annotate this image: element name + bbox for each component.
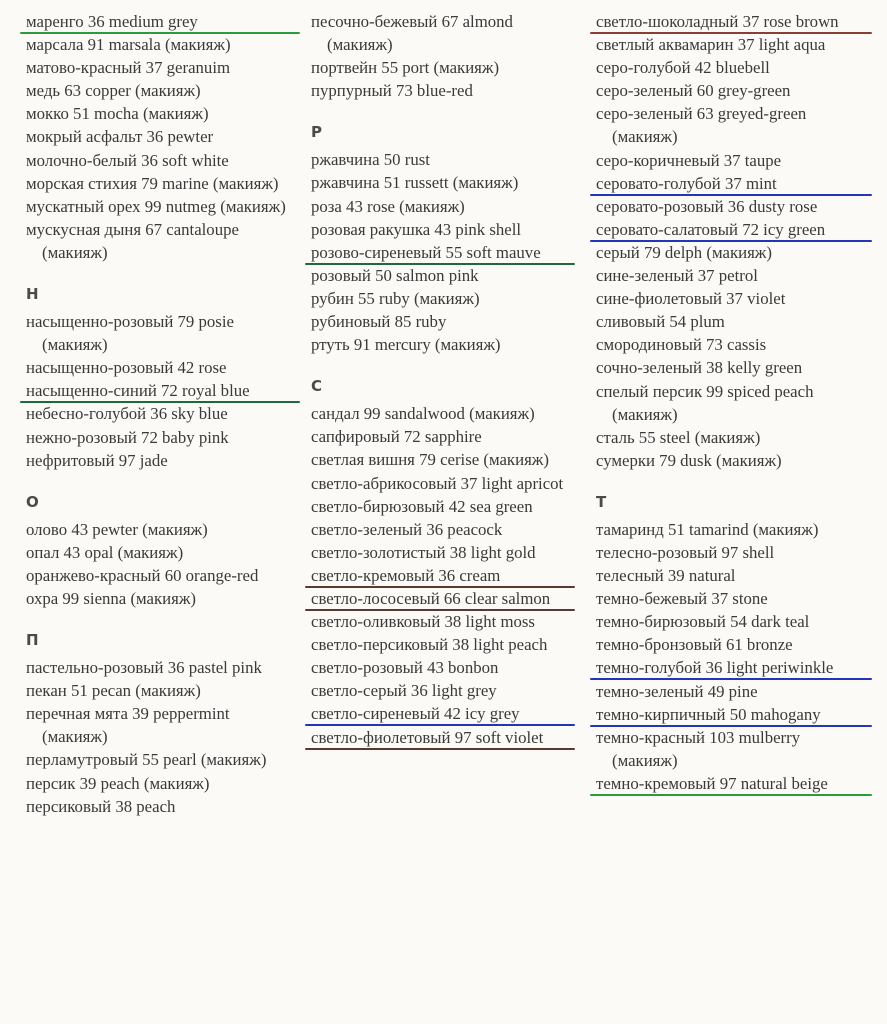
index-entry-text: темно-бронзовый 61 bronze: [596, 635, 793, 655]
index-entry: [26, 518, 294, 541]
section-letter: О: [26, 492, 39, 511]
index-entry: [26, 587, 294, 610]
index-entry-text: рубин 55 ruby (макияж): [311, 288, 480, 308]
index-entry: [26, 33, 294, 56]
index-entry-text: темно-голубой 36 light periwinkle: [596, 658, 834, 678]
index-entry: [311, 195, 569, 218]
index-entry-text: светло-серый 36 light grey: [311, 681, 497, 701]
index-entry-text: светло-бирюзовый 42 sea green: [311, 496, 533, 516]
index-entry: [26, 449, 294, 472]
index-entry-text: перламутровый 55 pearl (макияж): [26, 750, 267, 770]
index-entry-text: медь 63 copper (макияж): [26, 81, 201, 101]
index-entry: [596, 241, 866, 264]
index-entry-text: серо-зеленый 60 grey-green: [596, 81, 791, 101]
index-entry-text: сталь 55 steel (макияж): [596, 427, 761, 447]
index-entry-text: мокрый асфальт 36 pewter: [26, 127, 214, 147]
index-entry-text: оранжево-красный 60 orange-red: [26, 565, 259, 585]
index-entry-text: пурпурный 73 blue-red: [311, 81, 473, 101]
index-entry: [596, 218, 866, 241]
index-entry-text: сочно-зеленый 38 kelly green: [596, 358, 803, 378]
section-letter: Н: [26, 285, 39, 304]
index-entry-text: персиковый 38 peach: [26, 796, 176, 816]
index-entry-text: портвейн 55 port (макияж): [311, 58, 500, 78]
index-entry-text: небесно-голубой 36 sky blue: [26, 404, 228, 424]
index-entry: [311, 472, 569, 495]
index-entry: [311, 333, 569, 356]
index-entry: [596, 380, 866, 426]
index-entry-text: опал 43 opal (макияж): [26, 542, 184, 562]
index-entry-text: олово 43 pewter (макияж): [26, 519, 208, 539]
highlight-underline: [305, 748, 575, 750]
index-entry: [596, 356, 866, 379]
index-entry-text: мускатный орех 99 nutmeg (макияж): [26, 196, 286, 216]
index-entry: [26, 772, 294, 795]
index-entry-text: насыщенно-розовый 79 posie (макияж): [26, 312, 234, 355]
index-entry-text: серо-голубой 42 bluebell: [596, 58, 770, 78]
index-entry-text: ржавчина 51 russett (макияж): [311, 173, 519, 193]
index-entry-text: матово-красный 37 geranuim: [26, 58, 231, 78]
index-entry: [596, 56, 866, 79]
index-entry: [311, 587, 569, 610]
index-entry-text: серо-коричневый 37 taupe: [596, 150, 782, 170]
index-entry: [596, 680, 866, 703]
index-entry-text: серо-зеленый 63 greyed-green (макияж): [596, 104, 807, 147]
index-entry: [596, 102, 866, 148]
index-entry-text: розовая ракушка 43 pink shell: [311, 219, 522, 239]
index-entry: [596, 449, 866, 472]
index-entry-text: темно-зеленый 49 pine: [596, 681, 758, 701]
index-entry: [26, 56, 294, 79]
index-entry: [26, 149, 294, 172]
index-entry: [26, 795, 294, 818]
index-entry-text: темно-бирюзовый 54 dark teal: [596, 612, 810, 632]
index-entry-text: светло-персиковый 38 light peach: [311, 635, 548, 655]
index-entry: [311, 148, 569, 171]
index-entry: [311, 56, 569, 79]
index-entry: [26, 195, 294, 218]
index-entry-text: мокко 51 mocha (макияж): [26, 104, 209, 124]
index-entry: [26, 748, 294, 771]
index-entry: [26, 564, 294, 587]
index-entry-text: морская стихия 79 marine (макияж): [26, 173, 279, 193]
index-entry-text: светло-золотистый 38 light gold: [311, 542, 536, 562]
index-entry: [26, 102, 294, 125]
index-entry: [311, 10, 569, 56]
index-entry-text: насыщенно-розовый 42 rose: [26, 358, 227, 378]
index-entry: [596, 333, 866, 356]
index-entry: [311, 218, 569, 241]
index-entry: [311, 425, 569, 448]
index-entry-text: насыщенно-синий 72 royal blue: [26, 381, 250, 401]
highlight-underline: [590, 794, 872, 796]
index-entry: [26, 310, 294, 356]
index-entry: [596, 541, 866, 564]
index-entry-text: рубиновый 85 ruby: [311, 312, 447, 332]
index-entry-text: светло-фиолетовый 97 soft violet: [311, 727, 544, 747]
index-entry-text: серовато-салатовый 72 icy green: [596, 219, 826, 239]
section-letter: С: [311, 377, 323, 396]
index-entry-text: охра 99 sienna (макияж): [26, 588, 197, 608]
index-entry-text: светлый аквамарин 37 light aqua: [596, 35, 826, 55]
index-entry-text: смородиновый 73 cassis: [596, 335, 767, 355]
index-entry: [26, 402, 294, 425]
index-entry-text: темно-кремовый 97 natural beige: [596, 773, 828, 793]
index-entry: [596, 10, 866, 33]
index-entry-text: марсала 91 marsala (макияж): [26, 35, 231, 55]
index-entry: [26, 79, 294, 102]
index-entry-text: нефритовый 97 jade: [26, 450, 168, 470]
index-entry: [311, 264, 569, 287]
index-entry-text: розовый 50 salmon pink: [311, 265, 479, 285]
index-entry-text: светло-лососевый 66 clear salmon: [311, 588, 551, 608]
index-entry: [596, 564, 866, 587]
index-column-3: [596, 10, 866, 795]
index-entry-text: светло-сиреневый 42 icy grey: [311, 704, 520, 724]
index-column-1: [26, 10, 294, 818]
index-entry: [26, 679, 294, 702]
index-entry-text: сандал 99 sandalwood (макияж): [311, 404, 535, 424]
index-entry: [26, 426, 294, 449]
index-entry: [596, 149, 866, 172]
index-entry-text: темно-кирпичный 50 mahogany: [596, 704, 821, 724]
index-entry: [311, 402, 569, 425]
index-entry: [26, 656, 294, 679]
index-entry-text: ртуть 91 mercury (макияж): [311, 335, 501, 355]
index-entry-text: темно-бежевый 37 stone: [596, 589, 768, 609]
index-entry: [596, 172, 866, 195]
index-entry-text: розово-сиреневый 55 soft mauve: [311, 242, 541, 262]
index-entry-text: роза 43 rose (макияж): [311, 196, 465, 216]
index-entry: [311, 541, 569, 564]
index-entry-text: перечная мята 39 peppermint (макияж): [26, 704, 230, 747]
index-entry: [311, 656, 569, 679]
index-entry-text: пастельно-розовый 36 pastel pink: [26, 658, 262, 678]
index-entry-text: сумерки 79 dusk (макияж): [596, 450, 782, 470]
index-entry: [596, 33, 866, 56]
index-entry: [311, 79, 569, 102]
index-entry-text: светло-абрикосовый 37 light apricot: [311, 473, 564, 493]
index-entry: [26, 10, 294, 33]
index-entry-text: мускусная дыня 67 cantaloupe (макияж): [26, 219, 239, 262]
index-entry-text: сине-зеленый 37 petrol: [596, 266, 758, 286]
index-entry: [311, 564, 569, 587]
index-entry-text: серый 79 delph (макияж): [596, 242, 772, 262]
index-entry-text: светло-розовый 43 bonbon: [311, 658, 499, 678]
index-entry-text: светло-кремовый 36 cream: [311, 565, 501, 585]
index-entry-text: светлая вишня 79 cerise (макияж): [311, 450, 549, 470]
index-entry: [26, 218, 294, 264]
index-entry-text: телесно-розовый 97 shell: [596, 542, 775, 562]
index-entry-text: молочно-белый 36 soft white: [26, 150, 229, 170]
index-entry: [596, 287, 866, 310]
index-entry: [311, 310, 569, 333]
index-entry: [596, 633, 866, 656]
index-entry-text: нежно-розовый 72 baby pink: [26, 427, 229, 447]
index-entry: [26, 356, 294, 379]
index-entry: [311, 287, 569, 310]
index-entry-text: сине-фиолетовый 37 violet: [596, 289, 786, 309]
index-entry-text: сапфировый 72 sapphire: [311, 427, 482, 447]
index-entry: [311, 518, 569, 541]
index-entry: [596, 79, 866, 102]
index-entry: [596, 726, 866, 772]
index-entry: [311, 726, 569, 749]
index-entry: [311, 171, 569, 194]
index-entry: [311, 702, 569, 725]
index-entry: [596, 310, 866, 333]
index-entry: [311, 610, 569, 633]
index-entry: [596, 703, 866, 726]
section-letter: Р: [311, 123, 322, 142]
index-entry: [311, 633, 569, 656]
index-entry: [596, 587, 866, 610]
index-entry: [26, 541, 294, 564]
index-entry: [596, 195, 866, 218]
index-entry-text: маренго 36 medium grey: [26, 12, 198, 31]
index-entry: [311, 495, 569, 518]
index-entry-text: персик 39 peach (макияж): [26, 773, 210, 793]
index-entry-text: спелый персик 99 spiced peach (макияж): [596, 381, 814, 424]
section-letter: Т: [596, 492, 607, 511]
index-entry: [596, 518, 866, 541]
index-entry-text: пекан 51 pecan (макияж): [26, 681, 201, 701]
index-entry-text: ржавчина 50 rust: [311, 150, 430, 170]
index-entry-text: светло-зеленый 36 peacock: [311, 519, 503, 539]
index-entry: [596, 656, 866, 679]
index-entry: [26, 379, 294, 402]
index-entry: [26, 172, 294, 195]
index-entry-text: серовато-розовый 36 dusty rose: [596, 196, 818, 216]
index-entry-text: тамаринд 51 tamarind (макияж): [596, 519, 819, 539]
index-entry-text: сливовый 54 plum: [596, 312, 725, 332]
index-entry-text: светло-оливковый 38 light moss: [311, 612, 535, 632]
index-entry-text: телесный 39 natural: [596, 566, 736, 586]
index-entry: [311, 679, 569, 702]
index-column-2: [311, 10, 569, 749]
section-letter: П: [26, 631, 39, 650]
index-entry: [596, 772, 866, 795]
index-entry: [311, 448, 569, 471]
index-entry-text: темно-красный 103 mulberry (макияж): [596, 727, 801, 770]
index-entry: [596, 426, 866, 449]
index-entry: [596, 610, 866, 633]
index-entry: [26, 702, 294, 748]
index-entry-text: серовато-голубой 37 mint: [596, 173, 777, 193]
index-entry: [26, 125, 294, 148]
index-entry: [596, 264, 866, 287]
index-entry-text: песочно-бежевый 67 almond (макияж): [311, 12, 513, 55]
index-entry: [311, 241, 569, 264]
index-entry-text: светло-шоколадный 37 rose brown: [596, 12, 839, 31]
